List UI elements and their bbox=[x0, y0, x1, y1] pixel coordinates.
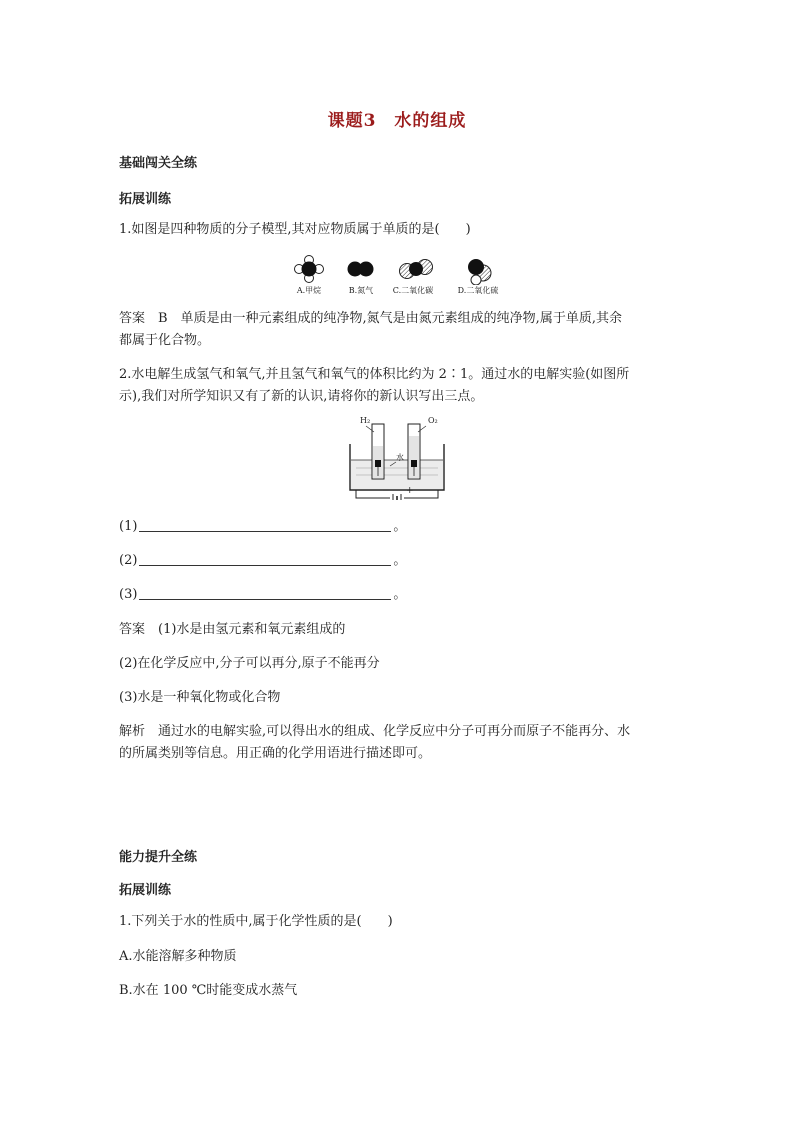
molecule-label-d: D.二氧化硫 bbox=[457, 286, 499, 295]
option-a: A.水能溶解多种物质 bbox=[119, 949, 237, 964]
molecule-nitrogen bbox=[346, 255, 376, 295]
figure-label-h2: H₂ bbox=[360, 416, 371, 425]
answer-blank-2 bbox=[119, 550, 679, 572]
answer-2-item-3: (3)水是一种氧化物或化合物 bbox=[119, 690, 281, 705]
question-2-line-1: 2.水电解生成氢气和氧气,并且氢气和氧气的体积比约为 2∶1。通过水的电解实验(如图所 bbox=[119, 367, 630, 382]
answer-2-item-2: (2)在化学反应中,分子可以再分,原子不能再分 bbox=[119, 656, 380, 671]
figure-label-plus: + bbox=[406, 486, 414, 496]
answer-1-line-2: 都属于化合物。 bbox=[119, 333, 211, 348]
answer-blank-3 bbox=[119, 584, 679, 606]
section-heading-basic: 基础闯关全练 bbox=[119, 156, 198, 171]
blank-line-1[interactable] bbox=[139, 517, 391, 532]
so2-model-icon bbox=[463, 255, 493, 285]
page-title: 课题3 水的组成 bbox=[327, 111, 467, 131]
answer-2-item-1: 答案 (1)水是由氢元素和氧元素组成的 bbox=[119, 622, 346, 637]
blank-end-2: 。 bbox=[393, 553, 407, 568]
analysis-line-1: 解析 通过水的电解实验,可以得出水的组成、化学反应中分子可再分而原子不能再分、水 bbox=[119, 724, 631, 739]
question-1-text: 1.如图是四种物质的分子模型,其对应物质属于单质的是( ) bbox=[119, 222, 471, 237]
figure-label-o2: O₂ bbox=[428, 416, 438, 425]
blank-end-3: 。 bbox=[393, 587, 407, 602]
blank-line-2[interactable] bbox=[139, 551, 391, 566]
subheading-extension-1: 拓展训练 bbox=[119, 192, 172, 207]
option-b: B.水在 100 ℃时能变成水蒸气 bbox=[119, 983, 298, 998]
answer-1-line-1: 答案 B 单质是由一种元素组成的纯净物,氮气是由氮元素组成的纯净物,属于单质,其余 bbox=[119, 311, 622, 326]
analysis-line-2: 的所属类别等信息。用正确的化学用语进行描述即可。 bbox=[119, 746, 432, 761]
blank-end-1: 。 bbox=[393, 519, 407, 534]
molecule-carbon-dioxide bbox=[392, 255, 434, 295]
molecule-label-b: B.氮气 bbox=[348, 286, 374, 295]
question-2-line-2: 示),我们对所学知识又有了新的认识,请将你的新认识写出三点。 bbox=[119, 389, 484, 404]
blank-line-3[interactable] bbox=[139, 585, 391, 600]
methane-model-icon bbox=[294, 255, 324, 283]
subheading-extension-2: 拓展训练 bbox=[119, 883, 172, 898]
blank-number-1: (1) bbox=[119, 519, 138, 534]
question-3-text: 1.下列关于水的性质中,属于化学性质的是( ) bbox=[119, 914, 393, 929]
figure-label-minus: − bbox=[382, 486, 390, 496]
molecule-methane bbox=[294, 255, 324, 295]
answer-blank-1 bbox=[119, 516, 679, 538]
electrolysis-apparatus-figure bbox=[344, 416, 450, 504]
nitrogen-model-icon bbox=[346, 255, 376, 283]
section-heading-advanced: 能力提升全练 bbox=[119, 850, 198, 865]
blank-number-2: (2) bbox=[119, 553, 138, 568]
molecule-label-a: A.甲烷 bbox=[296, 286, 322, 295]
molecule-sulfur-dioxide bbox=[457, 255, 499, 295]
molecule-label-c: C.二氧化碳 bbox=[392, 286, 434, 295]
co2-model-icon bbox=[398, 255, 434, 283]
figure-label-water: 水 bbox=[396, 453, 404, 462]
blank-number-3: (3) bbox=[119, 587, 138, 602]
